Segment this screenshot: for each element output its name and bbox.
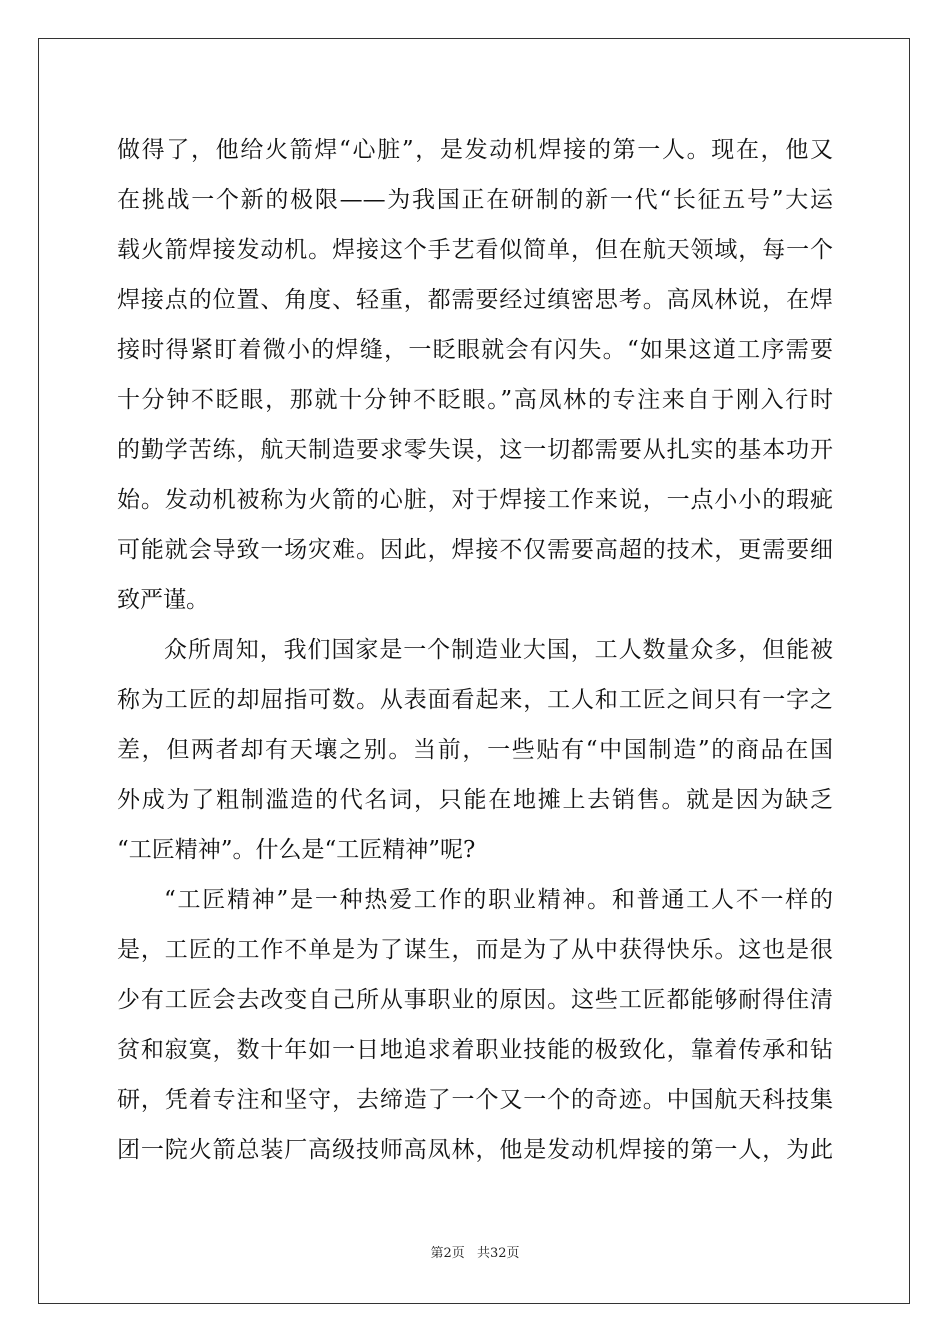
text-line: 做得了，他给火箭焊“心脏”，是发动机焊接的第一人。现在，他又 [117,137,833,163]
paragraph-first-line: 众所周知，我们国家是一个制造业大国，工人数量众多，但能被 [164,637,833,663]
text-line: 可能就会导致一场灾难。因此，焊接不仅需要高超的技术，更需要细 [117,537,833,563]
text-line: 始。发动机被称为火箭的心脏，对于焊接工作来说，一点小小的瑕疵 [117,487,833,513]
text-line: 研，凭着专注和坚守，去缔造了一个又一个的奇迹。中国航天科技集 [117,1087,833,1113]
text-line: 称为工匠的却屈指可数。从表面看起来，工人和工匠之间只有一字之 [117,687,833,713]
page-footer [0,1246,950,1262]
text-line: 的勤学苦练，航天制造要求零失误，这一切都需要从扎实的基本功开 [117,437,833,463]
text-line: 少有工匠会去改变自己所从事职业的原因。这些工匠都能够耐得住清 [117,987,833,1013]
text-line: 差，但两者却有天壤之别。当前，一些贴有“中国制造”的商品在国 [117,737,833,763]
text-line: 载火箭焊接发动机。焊接这个手艺看似简单，但在航天领域，每一个 [117,237,833,263]
paragraph-first-line: “工匠精神”是一种热爱工作的职业精神。和普通工人不一样的 [164,887,833,913]
text-line: 在挑战一个新的极限——为我国正在研制的新一代“长征五号”大运 [117,187,833,213]
text-line: 焊接点的位置、角度、轻重，都需要经过缜密思考。高凤林说，在焊 [117,287,833,313]
text-line: 是，工匠的工作不单是为了谋生，而是为了从中获得快乐。这也是很 [117,937,833,963]
total-pages: 共32页 [476,1246,520,1261]
text-line: 贫和寂寞，数十年如一日地追求着职业技能的极致化，靠着传承和钻 [117,1037,833,1063]
page-number: 第2页 [430,1246,465,1261]
text-line: “工匠精神”。什么是“工匠精神”呢? [117,837,476,863]
text-line: 团一院火箭总装厂高级技师高凤林，他是发动机焊接的第一人，为此 [117,1137,833,1163]
text-line: 致严谨。 [117,587,209,613]
text-line: 外成为了粗制滥造的代名词，只能在地摊上去销售。就是因为缺乏 [117,787,833,813]
text-line: 接时得紧盯着微小的焊缝，一眨眼就会有闪失。“如果这道工序需要 [117,337,833,363]
text-line: 十分钟不眨眼，那就十分钟不眨眼。”高凤林的专注来自于刚入行时 [117,387,833,413]
